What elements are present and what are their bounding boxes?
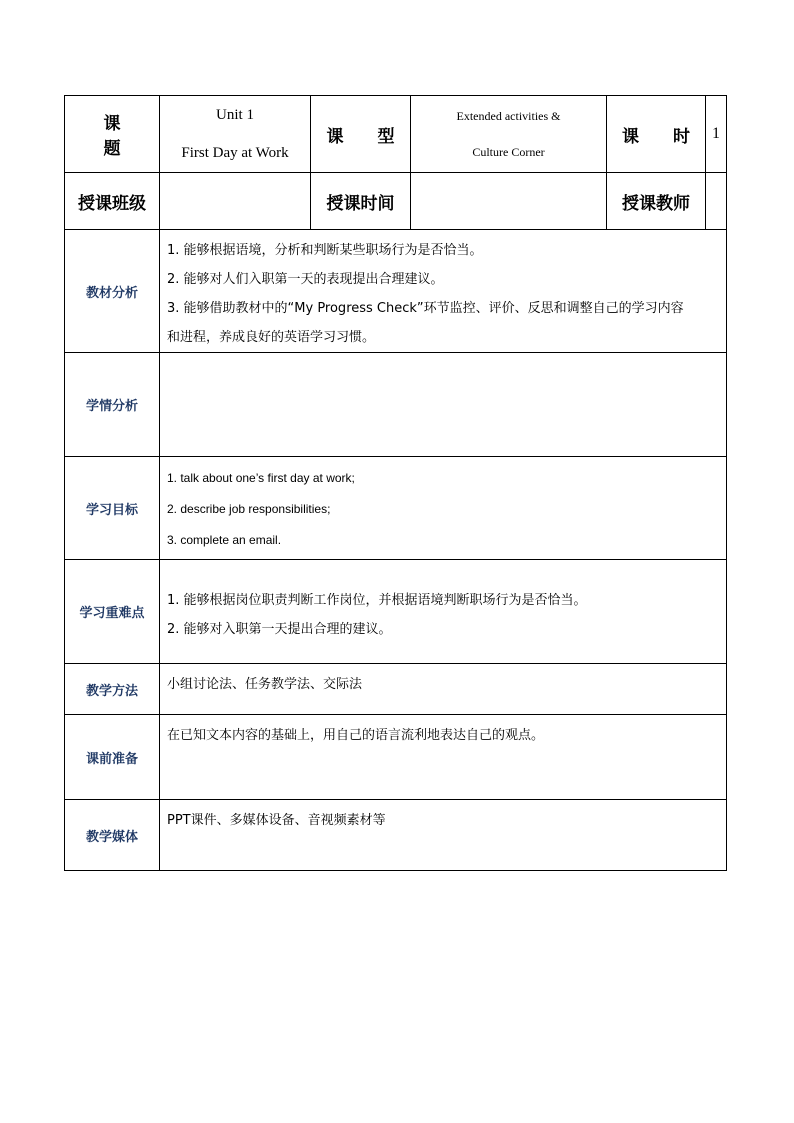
time-label: 授课时间 [311,173,411,230]
hours-value: 1 [706,96,727,173]
media-label: 教学媒体 [65,800,160,871]
class-label: 授课班级 [65,173,160,230]
type-value-line2: Culture Corner [472,145,545,159]
material-line: 2. 能够对人们入职第一天的表现提出合理建议。 [167,272,444,287]
type-value-line1: Extended activities & [456,109,561,123]
preparation-content [160,715,727,800]
methods-content [160,664,727,715]
unit-number: Unit 1 [216,107,254,123]
preparation-text: 在已知文本内容的基础上，用自己的语言流利地表达自己的观点。 [167,728,545,743]
key-points-content [160,560,727,664]
student-analysis-content [160,353,727,457]
type-label: 课 型 [311,96,411,173]
key-point-line: 1. 能够根据岗位职责判断工作岗位，并根据语境判断职场行为是否恰当。 [167,593,587,608]
objective-line: 2. describe job responsibilities; [167,502,331,516]
methods-label: 教学方法 [65,664,160,715]
material-line: 3. 能够借助教材中的“My Progress Check”环节监控、评价、反思和调整自己的学习内容 [167,301,684,316]
row-media [65,800,727,871]
material-line: 和进程，养成良好的英语学习习惯。 [167,330,376,345]
objective-line: 1. talk about one’s first day at work; [167,471,355,485]
row-key-points [65,560,727,664]
type-value-cell [411,96,607,173]
material-analysis-content [160,230,727,353]
row-methods [65,664,727,715]
preparation-label: 课前准备 [65,715,160,800]
objective-line: 3. complete an email. [167,533,282,547]
header-row-class [65,173,727,230]
media-content [160,800,727,871]
row-student-analysis [65,353,727,457]
material-line: 1. 能够根据语境，分析和判断某些职场行为是否恰当。 [167,243,483,258]
hours-label: 课 时 [607,96,706,173]
objectives-label: 学习目标 [65,457,160,560]
material-analysis-label: 教材分析 [65,230,160,353]
media-text: PPT课件、多媒体设备、音视频素材等 [167,813,386,828]
teacher-label: 授课教师 [607,173,706,230]
class-value [160,173,311,230]
student-analysis-label: 学情分析 [65,353,160,457]
key-point-line: 2. 能够对入职第一天提出合理的建议。 [167,622,392,637]
topic-label: 课 题 [65,96,160,173]
row-preparation [65,715,727,800]
row-material-analysis [65,230,727,353]
key-points-label: 学习重难点 [65,560,160,664]
unit-title-cell [160,96,311,173]
row-objectives [65,457,727,560]
lesson-plan-table [64,95,727,871]
teacher-value [706,173,727,230]
objectives-content [160,457,727,560]
header-row-topic [65,96,727,173]
unit-name: First Day at Work [181,145,289,161]
time-value [411,173,607,230]
methods-text: 小组讨论法、任务教学法、交际法 [167,677,363,692]
